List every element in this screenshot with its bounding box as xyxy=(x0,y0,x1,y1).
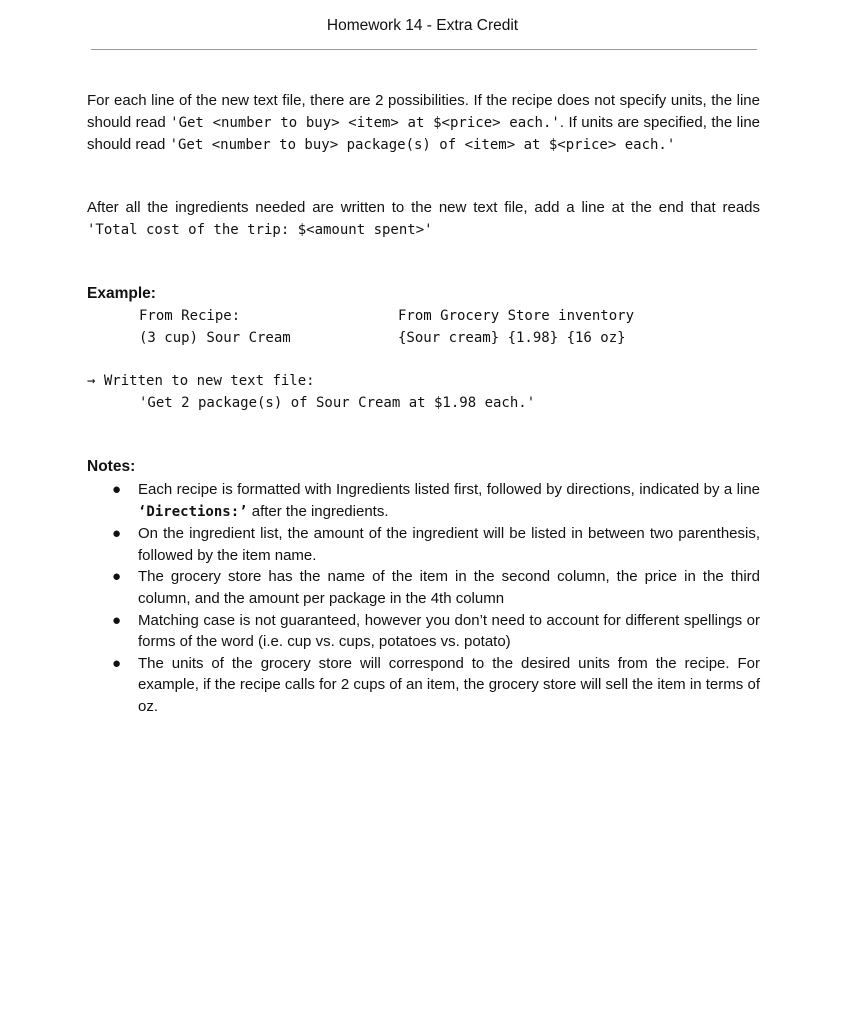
para2-code-total-line: 'Total cost of the trip: $<amount spent>' xyxy=(87,221,433,238)
notes-heading: Notes: xyxy=(87,458,136,475)
right-arrow-icon: → xyxy=(87,373,96,389)
instructions-paragraph xyxy=(87,90,760,157)
note-text-tail: after the ingredients. xyxy=(247,502,389,520)
example-heading: Example: xyxy=(87,285,156,302)
note-item-directions xyxy=(87,479,760,523)
bullet-icon: ● xyxy=(112,654,122,672)
example-inventory-value: {Sour cream} {1.98} {16 oz} xyxy=(398,330,626,346)
bullet-icon: ● xyxy=(112,568,122,586)
note-text: Matching case is not guaranteed, however you don’t need to account for different spellings or forms of the word (i.e. cup vs. cups, potatoes vs. potato) xyxy=(138,611,760,651)
example-output-line: 'Get 2 package(s) of Sour Cream at $1.98 each.' xyxy=(139,395,536,411)
note-item-units xyxy=(87,653,760,718)
page-header-title: Homework 14 - Extra Credit xyxy=(326,17,519,34)
bullet-icon: ● xyxy=(112,611,122,629)
total-cost-paragraph xyxy=(87,197,760,241)
note-code-directions: ‘Directions:’ xyxy=(138,503,248,520)
header-divider xyxy=(91,49,757,50)
note-item-grocery-columns xyxy=(87,566,760,609)
para1-text-2: . If units are specified, the line should read xyxy=(87,113,761,153)
example-recipe-value: (3 cup) Sour Cream xyxy=(139,330,291,346)
example-recipe-header: From Recipe: xyxy=(139,308,241,324)
para1-code-format-no-units: 'Get <number to buy> <item> at $<price> each.' xyxy=(170,114,560,131)
note-text: The grocery store has the name of the item in the second column, the price in the third column, and the amount per package in the 4th column xyxy=(138,568,760,607)
note-text: Each recipe is formatted with Ingredients listed first, followed by directions, indicated by a line xyxy=(138,481,760,498)
note-text: The units of the grocery store will correspond to the desired units from the recipe. For example, if the recipe calls for 2 cups of an item, the grocery store will sell the item in terms of oz. xyxy=(138,654,760,715)
para2-text-1: After all the ingredients needed are written to the new text file, add a line at the end that reads xyxy=(87,199,760,216)
para1-text-1: For each line of the new text file, there are 2 possibilities. If the recipe does not specify units, the line should read xyxy=(87,92,760,131)
para1-code-format-units: 'Get <number to buy> package(s) of <item> at $<price> each.' xyxy=(169,137,676,153)
note-text: On the ingredient list, the amount of the ingredient will be listed in between two parenthesis, followed by the item name. xyxy=(138,525,760,564)
bullet-icon: ● xyxy=(112,481,122,498)
example-written-line xyxy=(87,371,315,391)
note-item-matching-case xyxy=(87,610,760,653)
note-item-ingredient-list xyxy=(87,523,760,566)
notes-list xyxy=(87,479,760,718)
example-inventory-header: From Grocery Store inventory xyxy=(398,308,635,324)
example-written-label: Written to new text file: xyxy=(95,373,315,389)
bullet-icon: ● xyxy=(112,525,122,543)
